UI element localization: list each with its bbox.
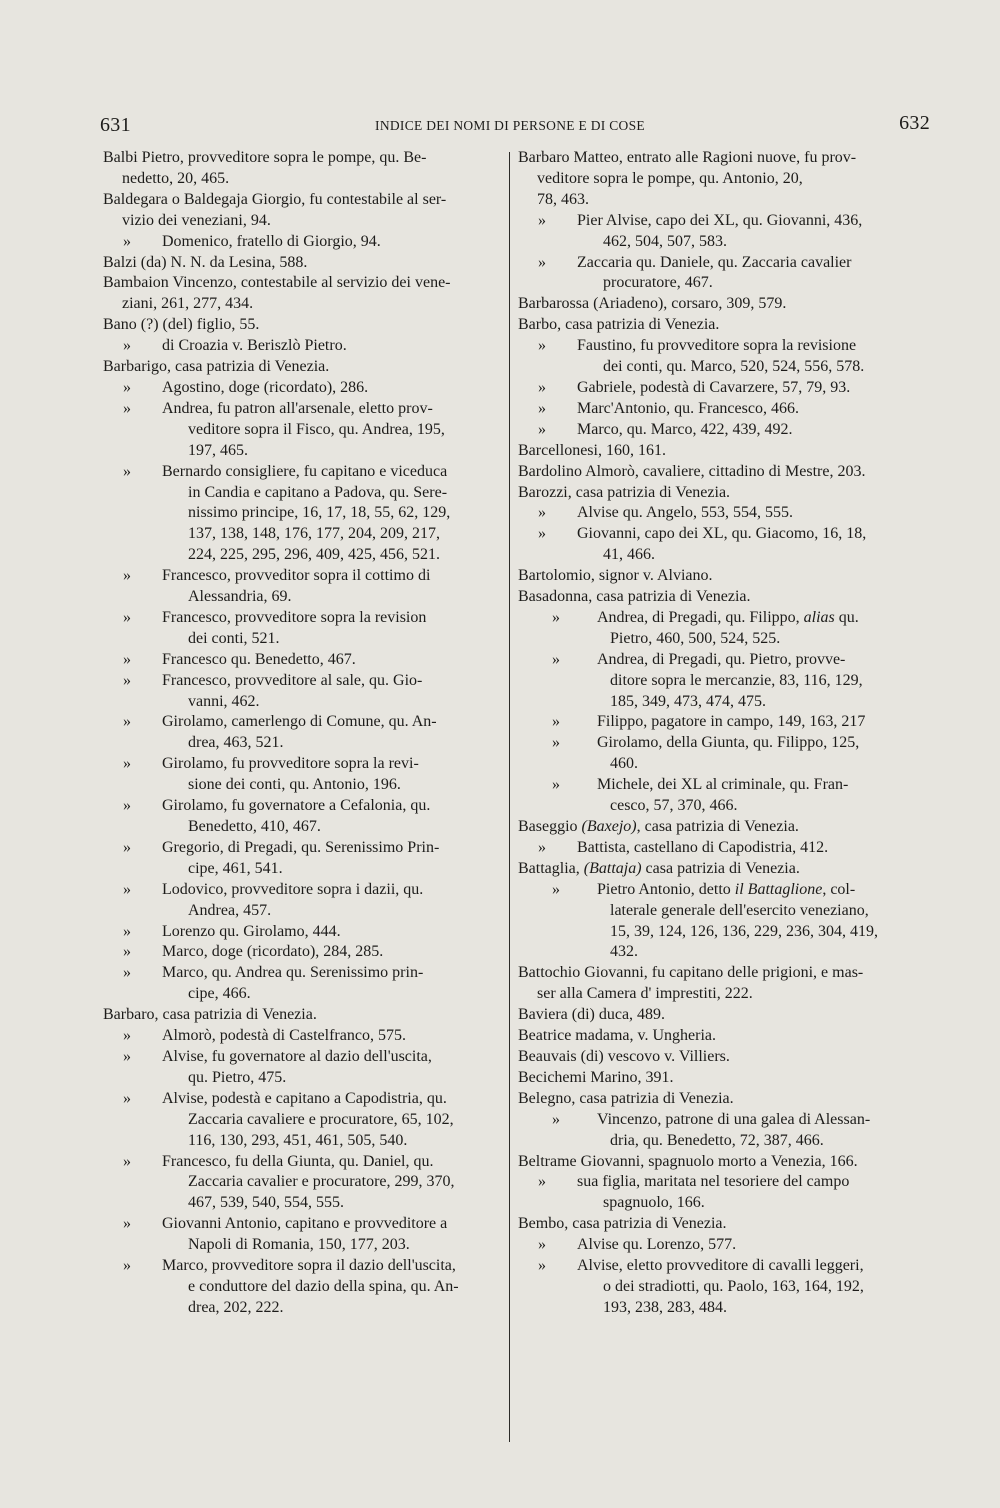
entry-line: sua figlia, maritata nel tesoriere del campo xyxy=(577,1173,850,1191)
index-entry xyxy=(518,441,920,462)
entry-line: ziani, 261, 277, 434. xyxy=(122,295,254,313)
entry-line: nissimo principe, 16, 17, 18, 55, 62, 129, xyxy=(188,504,451,522)
index-entry xyxy=(518,1089,920,1110)
index-subentry xyxy=(103,232,499,253)
entry-line: 224, 225, 295, 296, 409, 425, 456, 521. xyxy=(188,546,440,564)
entry-line: drea, 202, 222. xyxy=(188,1298,284,1316)
ditto-mark: » xyxy=(538,378,546,396)
entry-line: Francesco, provveditore al sale, qu. Gio- xyxy=(162,671,423,689)
index-subentry xyxy=(518,1256,920,1319)
entry-line: vizio dei veneziani, 94. xyxy=(122,211,271,229)
ditto-mark: » xyxy=(123,1047,131,1065)
entry-line: Barbarigo, casa patrizia di Venezia. xyxy=(103,358,330,376)
entry-line: Girolamo, della Giunta, qu. Filippo, 125, xyxy=(597,734,860,752)
entry-line: Andrea, fu patron all'arsenale, eletto prov- xyxy=(162,399,433,417)
entry-line: Marc'Antonio, qu. Francesco, 466. xyxy=(577,399,799,417)
index-subentry xyxy=(518,775,920,817)
index-entry xyxy=(103,253,499,274)
entry-line: Balbi Pietro, provveditore sopra le pompe, qu. Be- xyxy=(103,149,427,166)
index-subentry xyxy=(103,608,499,650)
ditto-mark: » xyxy=(123,671,131,689)
index-entry xyxy=(518,315,920,336)
entry-line: Barbarossa (Ariadeno), corsaro, 309, 579. xyxy=(518,295,787,313)
entry-line: Becichemi Marino, 391. xyxy=(518,1068,674,1086)
column-divider xyxy=(509,152,510,1442)
ditto-mark: » xyxy=(538,337,546,355)
index-entry xyxy=(518,859,920,880)
ditto-mark: » xyxy=(123,838,131,856)
index-subentry xyxy=(103,566,499,608)
index-subentry xyxy=(518,1172,920,1214)
ditto-mark: » xyxy=(538,838,546,856)
entry-line: Battaglia, (Battaja) casa patrizia di Venezia. xyxy=(518,859,800,877)
ditto-mark: » xyxy=(123,1027,131,1045)
index-subentry xyxy=(103,963,499,1005)
ditto-mark: » xyxy=(538,525,546,543)
entry-line: Bardolino Almorò, cavaliere, cittadino di Mestre, 203. xyxy=(518,462,866,480)
entry-line: Lorenzo qu. Girolamo, 444. xyxy=(162,922,341,940)
entry-line: Barbaro Matteo, entrato alle Ragioni nuove, fu prov- xyxy=(518,149,857,166)
entry-line: ditore sopra le mercanzie, 83, 116, 129, xyxy=(610,671,863,689)
entry-line: o dei stradiotti, qu. Paolo, 163, 164, 192, xyxy=(603,1277,864,1295)
index-entry xyxy=(518,587,920,608)
ditto-mark: » xyxy=(123,880,131,898)
entry-line: Benedetto, 410, 467. xyxy=(188,818,321,835)
index-subentry xyxy=(103,336,499,357)
entry-line: 460. xyxy=(610,755,638,773)
index-entry xyxy=(518,566,920,587)
index-entry xyxy=(518,294,920,315)
entry-line: ser alla Camera d' imprestiti, 222. xyxy=(537,985,753,1003)
index-entry xyxy=(518,462,920,483)
entry-line: Marco, doge (ricordato), 284, 285. xyxy=(162,943,384,961)
entry-line: Vincenzo, patrone di una galea di Alessan- xyxy=(597,1110,871,1128)
index-subentry xyxy=(518,211,920,253)
index-entry xyxy=(518,1068,920,1089)
ditto-mark: » xyxy=(123,1257,131,1275)
entry-line: Francesco qu. Benedetto, 467. xyxy=(162,650,356,668)
ditto-mark: » xyxy=(552,734,560,752)
entry-line: Lodovico, provveditore sopra i dazii, qu. xyxy=(162,880,424,898)
entry-line: 193, 238, 283, 484. xyxy=(603,1298,727,1316)
entry-line: veditore sopra le pompe, qu. Antonio, 20, xyxy=(537,169,803,187)
entry-line: Francesco, provveditore sopra la revision xyxy=(162,608,427,626)
entry-line: Alessandria, 69. xyxy=(188,588,292,606)
entry-line: Barbaro, casa patrizia di Venezia. xyxy=(103,1006,317,1024)
index-subentry xyxy=(518,650,920,713)
entry-line: Barozzi, casa patrizia di Venezia. xyxy=(518,483,731,501)
ditto-mark: » xyxy=(123,1215,131,1233)
left-column xyxy=(103,148,499,1319)
index-subentry xyxy=(103,650,499,671)
entry-line: 41, 466. xyxy=(603,546,655,564)
entry-line: Domenico, fratello di Giorgio, 94. xyxy=(162,232,381,250)
entry-line: Pietro, 460, 500, 524, 525. xyxy=(610,629,781,647)
entry-line: dei conti, qu. Marco, 520, 524, 556, 578. xyxy=(603,358,865,376)
entry-line: Pier Alvise, capo dei XL, qu. Giovanni, 436, xyxy=(577,211,863,229)
index-entry xyxy=(103,315,499,336)
entry-line: Alvise qu. Angelo, 553, 554, 555. xyxy=(577,504,793,522)
entry-line: Baseggio (Baxejo), casa patrizia di Venezia. xyxy=(518,818,799,835)
entry-line: Alvise qu. Lorenzo, 577. xyxy=(577,1236,737,1254)
entry-line: dei conti, 521. xyxy=(188,629,280,647)
entry-line: cipe, 461, 541. xyxy=(188,859,283,877)
index-subentry xyxy=(518,712,920,733)
index-subentry xyxy=(103,1256,499,1319)
index-subentry xyxy=(103,462,499,567)
entry-line: Agostino, doge (ricordato), 286. xyxy=(162,378,369,396)
entry-line: dria, qu. Benedetto, 72, 387, 466. xyxy=(610,1131,824,1149)
ditto-mark: » xyxy=(123,608,131,626)
index-entry xyxy=(103,273,499,315)
index-subentry xyxy=(103,922,499,943)
entry-line: 467, 539, 540, 554, 555. xyxy=(188,1194,344,1212)
ditto-mark: » xyxy=(552,713,560,731)
entry-line: Almorò, podestà di Castelfranco, 575. xyxy=(162,1027,406,1045)
ditto-mark: » xyxy=(123,232,131,250)
entry-line: Gregorio, di Pregadi, qu. Serenissimo Prin- xyxy=(162,838,440,856)
entry-line: 462, 504, 507, 583. xyxy=(603,232,727,250)
ditto-mark: » xyxy=(538,1173,546,1191)
entry-line: in Candia e capitano a Padova, qu. Sere- xyxy=(188,483,448,501)
index-subentry xyxy=(103,942,499,963)
entry-line: spagnuolo, 166. xyxy=(603,1194,705,1212)
ditto-mark: » xyxy=(552,650,560,668)
index-subentry xyxy=(103,1026,499,1047)
entry-line: cipe, 466. xyxy=(188,985,251,1003)
ditto-mark: » xyxy=(123,1152,131,1170)
running-header xyxy=(100,112,930,142)
right-column xyxy=(518,148,920,1319)
ditto-mark: » xyxy=(538,399,546,417)
index-subentry xyxy=(103,1047,499,1089)
index-entry xyxy=(518,1047,920,1068)
entry-line: Filippo, pagatore in campo, 149, 163, 217 xyxy=(597,713,866,731)
ditto-mark: » xyxy=(538,420,546,438)
entry-line: Alvise, eletto provveditore di cavalli leggeri, xyxy=(577,1257,864,1275)
ditto-mark: » xyxy=(123,964,131,982)
index-subentry xyxy=(103,399,499,462)
entry-line: Zaccaria cavaliere e procuratore, 65, 102, xyxy=(188,1110,454,1128)
ditto-mark: » xyxy=(123,399,131,417)
index-subentry xyxy=(518,253,920,295)
index-subentry xyxy=(518,503,920,524)
index-entry xyxy=(103,1005,499,1026)
entry-line: Beltrame Giovanni, spagnuolo morto a Venezia, 166. xyxy=(518,1152,858,1170)
entry-line: Girolamo, camerlengo di Comune, qu. An- xyxy=(162,713,437,731)
index-subentry xyxy=(103,796,499,838)
entry-line: Beauvais (di) vescovo v. Villiers. xyxy=(518,1047,730,1065)
ditto-mark: » xyxy=(123,1089,131,1107)
entry-line: Girolamo, fu governatore a Cefalonia, qu. xyxy=(162,797,431,815)
entry-line: Zaccaria cavalier e procuratore, 299, 370, xyxy=(188,1173,455,1191)
index-subentry xyxy=(518,420,920,441)
entry-line: e conduttore del dazio della spina, qu. An- xyxy=(188,1277,459,1295)
entry-line: Gabriele, podestà di Cavarzere, 57, 79, 93. xyxy=(577,378,851,396)
entry-line: nedetto, 20, 465. xyxy=(122,169,230,187)
entry-line: 432. xyxy=(610,943,638,961)
entry-line: Bernardo consigliere, fu capitano e viceduca xyxy=(162,462,448,480)
index-entry xyxy=(518,148,920,211)
index-subentry xyxy=(103,378,499,399)
entry-line: Bambaion Vincenzo, contestabile al servizio dei vene- xyxy=(103,274,451,292)
entry-line: Alvise, fu governatore al dazio dell'uscita, xyxy=(162,1047,432,1065)
entry-line: Bano (?) (del) figlio, 55. xyxy=(103,316,260,334)
entry-line: Pietro Antonio, detto il Battaglione, col- xyxy=(597,880,856,898)
index-entry xyxy=(518,817,920,838)
index-entry xyxy=(103,148,499,190)
entry-line: Bembo, casa patrizia di Venezia. xyxy=(518,1215,727,1233)
entry-line: Andrea, di Pregadi, qu. Pietro, provve- xyxy=(597,650,846,668)
entry-line: procuratore, 467. xyxy=(603,274,713,292)
entry-line: sione dei conti, qu. Antonio, 196. xyxy=(188,776,401,794)
ditto-mark: » xyxy=(538,504,546,522)
entry-line: Basadonna, casa patrizia di Venezia. xyxy=(518,588,751,606)
ditto-mark: » xyxy=(538,1236,546,1254)
ditto-mark: » xyxy=(123,378,131,396)
index-subentry xyxy=(518,733,920,775)
entry-line: 116, 130, 293, 451, 461, 505, 540. xyxy=(188,1131,408,1149)
ditto-mark: » xyxy=(123,462,131,480)
index-entry xyxy=(518,1152,920,1173)
index-entry xyxy=(518,1214,920,1235)
index-entry xyxy=(518,963,920,1005)
page-number-left: 631 xyxy=(100,114,131,136)
ditto-mark: » xyxy=(538,211,546,229)
entry-line: 78, 463. xyxy=(537,190,589,208)
index-subentry xyxy=(518,880,920,964)
entry-line: 15, 39, 124, 126, 136, 229, 236, 304, 419, xyxy=(610,922,878,940)
index-entry xyxy=(518,1026,920,1047)
entry-line: Francesco, fu della Giunta, qu. Daniel, qu. xyxy=(162,1152,434,1170)
ditto-mark: » xyxy=(123,713,131,731)
index-subentry xyxy=(518,1110,920,1152)
ditto-mark: » xyxy=(123,337,131,355)
running-title: INDICE DEI NOMI DI PERSONE E DI COSE xyxy=(375,118,645,133)
index-subentry xyxy=(518,524,920,566)
entry-line: Bartolomio, signor v. Alviano. xyxy=(518,567,713,585)
entry-line: 185, 349, 473, 474, 475. xyxy=(610,692,766,710)
entry-line: cesco, 57, 370, 466. xyxy=(610,797,738,815)
entry-line: Marco, qu. Andrea qu. Serenissimo prin- xyxy=(162,964,424,982)
ditto-mark: » xyxy=(123,943,131,961)
entry-line: Alvise, podestà e capitano a Capodistria, qu. xyxy=(162,1089,447,1107)
entry-line: Giovanni, capo dei XL, qu. Giacomo, 16, 18, xyxy=(577,525,867,543)
index-subentry xyxy=(518,608,920,650)
ditto-mark: » xyxy=(552,608,560,626)
entry-line: Marco, provveditore sopra il dazio dell'uscita, xyxy=(162,1257,456,1275)
index-entry xyxy=(518,483,920,504)
entry-line: Beatrice madama, v. Ungheria. xyxy=(518,1027,716,1045)
entry-line: Andrea, 457. xyxy=(188,901,272,919)
ditto-mark: » xyxy=(123,755,131,773)
entry-line: Baldegara o Baldegaja Giorgio, fu contestabile al ser- xyxy=(103,190,447,208)
index-subentry xyxy=(518,378,920,399)
index-subentry xyxy=(103,838,499,880)
index-subentry xyxy=(103,1089,499,1152)
ditto-mark: » xyxy=(552,776,560,794)
entry-line: Balzi (da) N. N. da Lesina, 588. xyxy=(103,253,308,271)
index-subentry xyxy=(103,1214,499,1256)
entry-line: vanni, 462. xyxy=(188,692,260,710)
entry-line: Zaccaria qu. Daniele, qu. Zaccaria cavalier xyxy=(577,253,852,271)
entry-line: Barcellonesi, 160, 161. xyxy=(518,441,666,459)
entry-line: laterale generale dell'esercito veneziano, xyxy=(610,901,869,919)
entry-line: Francesco, provveditor sopra il cottimo di xyxy=(162,567,431,585)
index-entry xyxy=(518,1005,920,1026)
index-subentry xyxy=(518,399,920,420)
ditto-mark: » xyxy=(538,1257,546,1275)
index-subentry xyxy=(518,336,920,378)
index-subentry xyxy=(518,1235,920,1256)
ditto-mark: » xyxy=(538,253,546,271)
entry-line: qu. Pietro, 475. xyxy=(188,1068,287,1086)
ditto-mark: » xyxy=(123,650,131,668)
ditto-mark: » xyxy=(123,567,131,585)
entry-line: 197, 465. xyxy=(188,441,248,459)
entry-line: Faustino, fu provveditore sopra la revisione xyxy=(577,337,857,355)
index-subentry xyxy=(103,754,499,796)
index-subentry xyxy=(103,712,499,754)
page-number-right: 632 xyxy=(899,112,930,134)
entry-line: Battochio Giovanni, fu capitano delle prigioni, e mas- xyxy=(518,964,864,982)
entry-line: Giovanni Antonio, capitano e provveditore a xyxy=(162,1215,448,1233)
entry-line: di Croazia v. Beriszlò Pietro. xyxy=(162,337,347,355)
index-subentry xyxy=(103,671,499,713)
entry-line: Battista, castellano di Capodistria, 412. xyxy=(577,838,829,856)
index-entry xyxy=(103,190,499,232)
index-subentry xyxy=(103,880,499,922)
entry-line: drea, 463, 521. xyxy=(188,734,284,752)
entry-line: Baviera (di) duca, 489. xyxy=(518,1006,666,1024)
entry-line: Marco, qu. Marco, 422, 439, 492. xyxy=(577,420,793,438)
entry-line: Andrea, di Pregadi, qu. Filippo, alias qu. xyxy=(597,608,859,626)
entry-line: 137, 138, 148, 176, 177, 204, 209, 217, xyxy=(188,525,440,543)
entry-line: Napoli di Romania, 150, 177, 203. xyxy=(188,1236,410,1254)
ditto-mark: » xyxy=(123,922,131,940)
entry-line: Belegno, casa patrizia di Venezia. xyxy=(518,1089,734,1107)
index-subentry xyxy=(518,838,920,859)
entry-line: veditore sopra il Fisco, qu. Andrea, 195, xyxy=(188,420,445,438)
index-entry xyxy=(103,357,499,378)
ditto-mark: » xyxy=(552,880,560,898)
entry-line: Barbo, casa patrizia di Venezia. xyxy=(518,316,720,334)
index-subentry xyxy=(103,1152,499,1215)
entry-line: Michele, dei XL al criminale, qu. Fran- xyxy=(597,776,849,794)
ditto-mark: » xyxy=(123,797,131,815)
ditto-mark: » xyxy=(552,1110,560,1128)
entry-line: Girolamo, fu provveditore sopra la revi- xyxy=(162,755,419,773)
